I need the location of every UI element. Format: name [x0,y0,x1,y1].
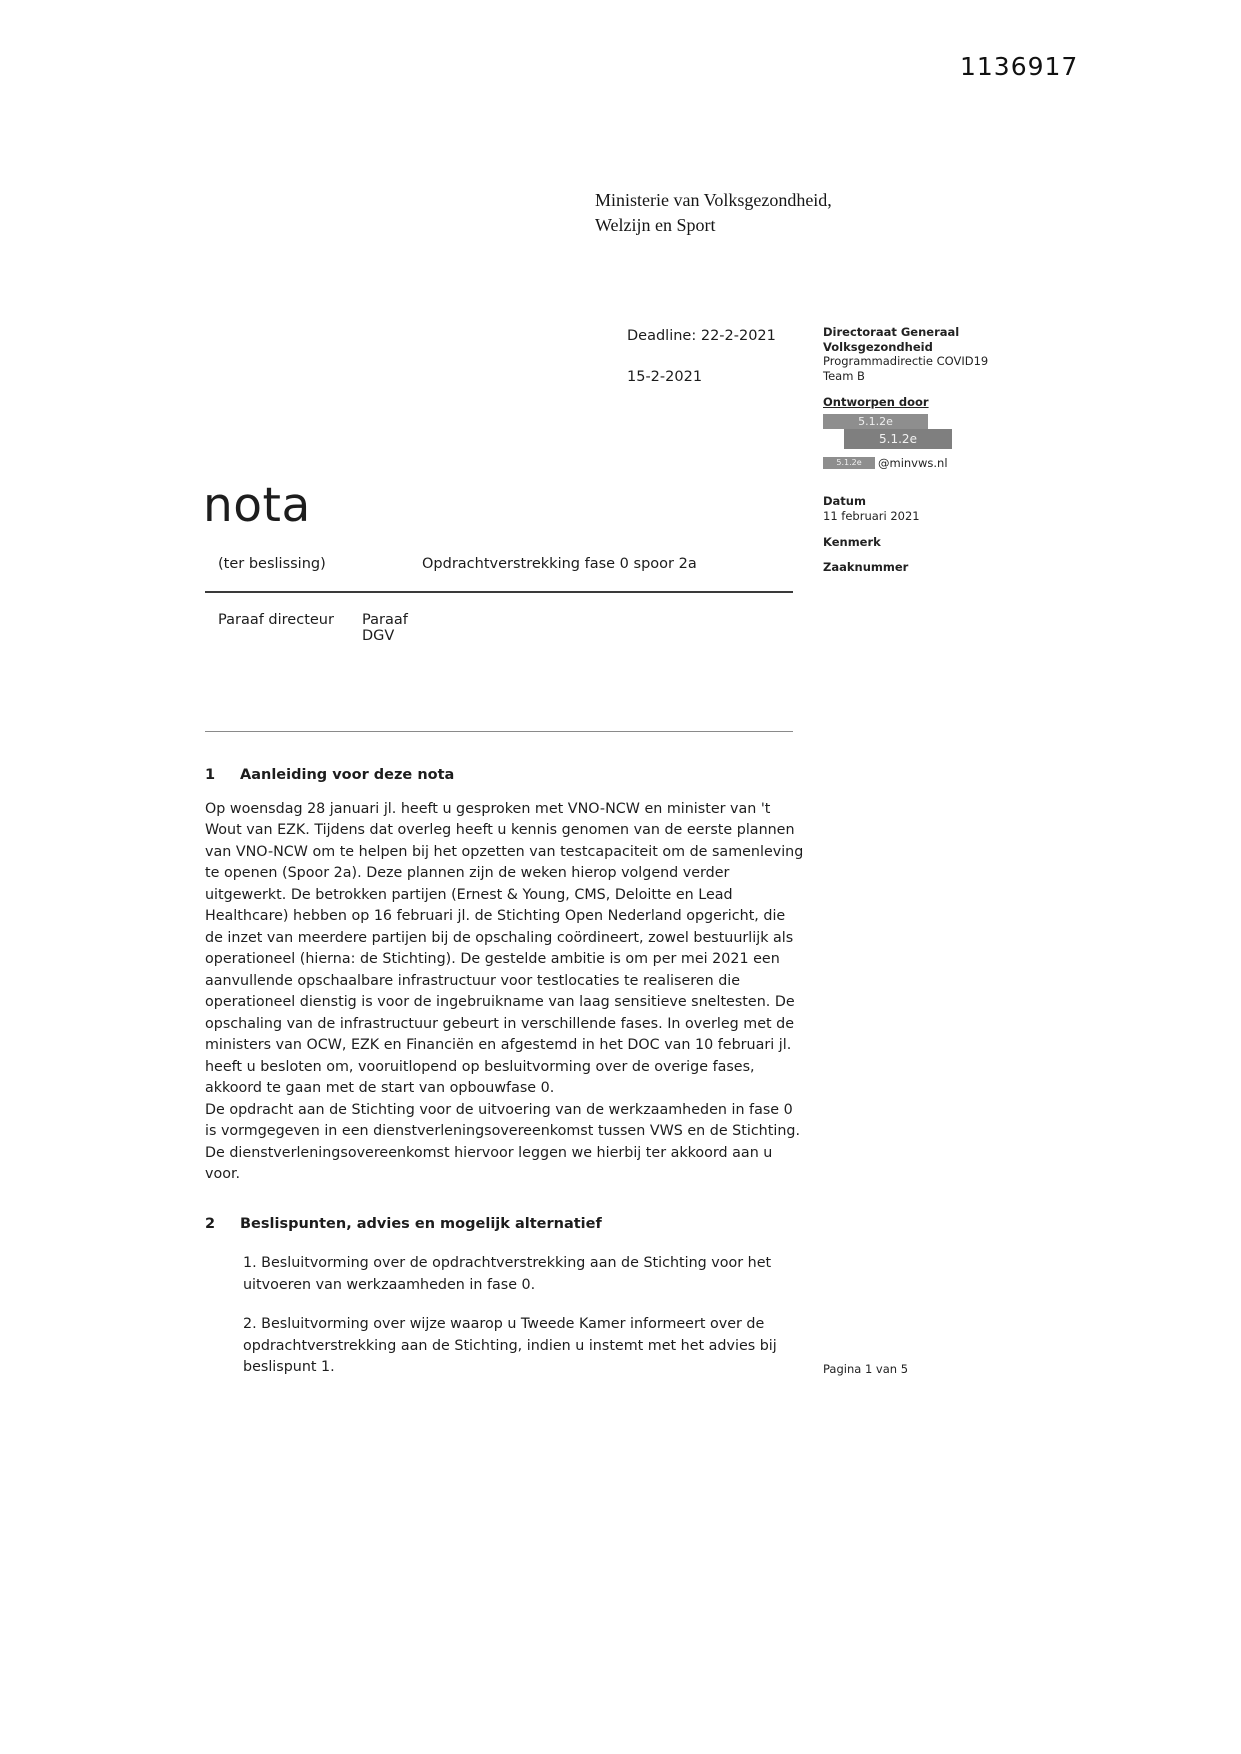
datum-value: 11 februari 2021 [823,509,920,524]
redaction-block: 5.1.2e [823,457,875,469]
document-title: nota [203,478,311,533]
ministry-name-line2: Welzijn en Sport [595,215,716,236]
section-1-paragraph-2: De opdracht aan de Stichting voor de uitvoering van de werkzaamheden in fase 0 is vormgegeven in een dienstverleningsovereenkomst tussen VWS en de Stichting. De dienstverleningsovereenkomst hiervoor leggen we hierbij ter akkoord aan u voor. [205,1101,801,1182]
nota-type-label: (ter beslissing) [218,556,326,572]
section-1-paragraph-1: Op woensdag 28 januari jl. heeft u gesproken met VNO-NCW en minister van 't Wout van EZK. Tijdens dat overleg heeft u kennis genomen van de eerste plannen van VNO-NCW om te helpen bij het opzetten van testcapaciteit om de samenleving te openen (Spoor 2a). Deze plannen zijn de weken hierop volgend verder uitgewerkt. De betrokken partijen (Ernest & Young, CMS, Deloitte en Lead Healthcare) hebben op 16 februari jl. de Stichting Open Nederland opgericht, die de inzet van meerdere partijen bij de opschaling coördineert, zowel bestuurlijk als operationeel (hierna: de Stichting). De gestelde ambitie is om per mei 2021 een aanvullende opschaalbare infrastructuur voor testlocaties te realiseren die operationeel dienstig is voor de ingebruikname van laag sensitieve sneltesten. De opschaling van de infrastructuur gebeurt in verschillende fases. In overleg met de ministers van OCW, EZK en Financiën en afgestemd in het DOC van 10 februari jl. heeft u besloten om, vooruitlopend op besluitvorming over de overige fases, akkoord te gaan met de start van opbouwfase 0. [205,800,804,1096]
paraaf-row [218,612,408,644]
section-2-number: 2 [205,1215,216,1232]
nota-subject: Opdrachtverstrekking fase 0 spoor 2a [422,556,697,572]
document-number: 1136917 [960,52,1079,81]
zaaknummer-label: Zaaknummer [823,560,909,575]
org-directorate-line2: Volksgezondheid [823,339,933,354]
paraaf-directeur-label: Paraaf directeur [218,612,334,628]
page-number: Pagina 1 van 5 [823,1362,909,1376]
deadline-text: Deadline: 22-2-2021 [627,328,776,344]
kenmerk-label: Kenmerk [823,534,881,549]
document-metadata-sidebar [823,325,1003,575]
section-1-heading [205,765,807,787]
org-programme: Programmadirectie COVID19 [823,354,989,369]
horizontal-rule-body [205,731,793,732]
decision-item-2: 2. Besluitvorming over wijze waarop u Tweede Kamer informeert over de opdrachtverstrekking aan de Stichting, indien u instemt met het advies bij beslispunt 1. [243,1316,777,1375]
section-2-title: Beslispunten, advies en mogelijk alternatief [240,1215,602,1232]
org-directorate-line1: Directoraat Generaal [823,325,960,339]
section-1-title: Aanleiding voor deze nota [240,767,455,783]
paraaf-dgv-label: Paraaf DGV [362,612,408,644]
email-suffix: @minvws.nl [878,455,948,470]
redaction-block: 5.1.2e [844,429,952,449]
ontworpen-door-label: Ontworpen door [823,394,929,409]
deadline-block [627,328,776,385]
date-text: 15-2-2021 [627,369,703,385]
org-team: Team B [823,369,865,384]
subtitle-row [218,556,793,572]
decision-item-1: 1. Besluitvorming over de opdrachtverstrekking aan de Stichting voor het uitvoeren van werkzaamheden in fase 0. [243,1255,772,1293]
ministry-name-line1: Ministerie van Volksgezondheid, [595,190,832,210]
horizontal-rule-top [205,591,793,593]
redaction-block: 5.1.2e [823,414,928,429]
section-2-heading [205,1214,807,1236]
ministry-name [595,188,832,238]
datum-label: Datum [823,494,866,509]
document-body [205,765,807,1379]
section-1-number: 1 [205,767,216,783]
